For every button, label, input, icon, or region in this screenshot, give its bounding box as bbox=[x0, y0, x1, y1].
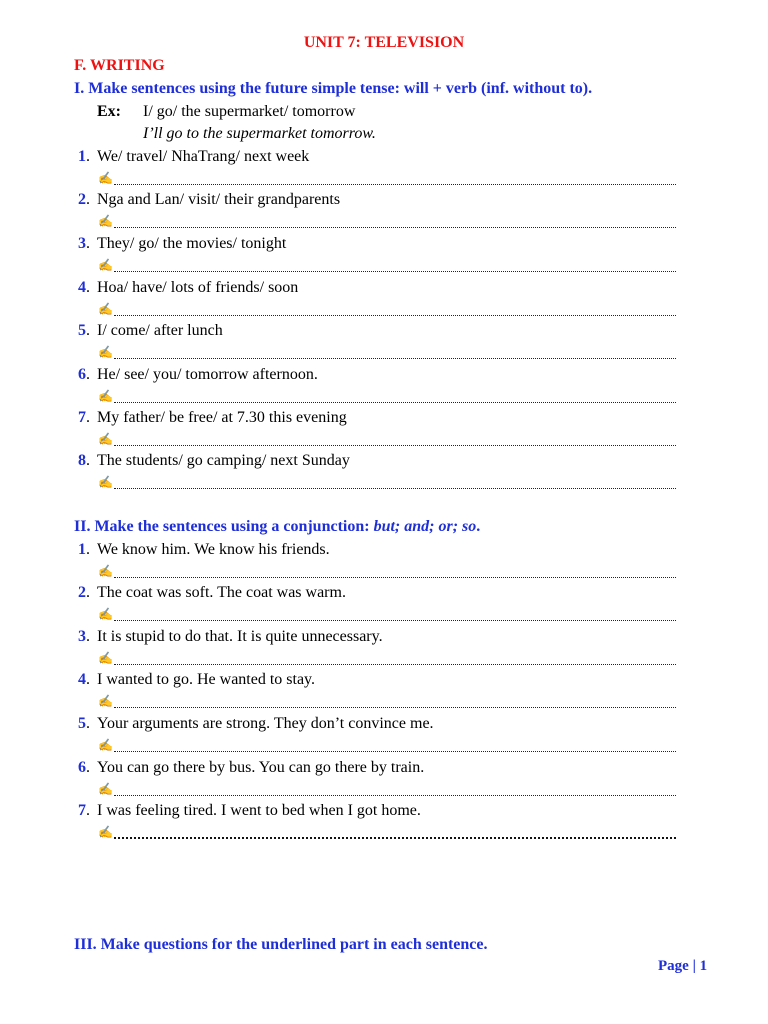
answer-line[interactable] bbox=[98, 692, 676, 708]
part2-item-6 bbox=[74, 759, 694, 803]
example-label: Ex: bbox=[97, 103, 121, 120]
part1-item-8 bbox=[74, 452, 694, 496]
item-prompt: They/ go/ the movies/ tonight bbox=[97, 235, 287, 252]
item-number: 7. bbox=[78, 409, 90, 426]
item-number: 6. bbox=[78, 759, 90, 776]
writing-hand-icon: ✍ bbox=[98, 782, 113, 796]
item-prompt: Your arguments are strong. They don’t convince me. bbox=[97, 715, 434, 732]
writing-hand-icon: ✍ bbox=[98, 651, 113, 665]
item-prompt: It is stupid to do that. It is quite unnecessary. bbox=[97, 628, 383, 645]
item-prompt: You can go there by bus. You can go there by train. bbox=[97, 759, 425, 776]
part1-item-5 bbox=[74, 322, 694, 366]
item-number: 3. bbox=[78, 235, 90, 252]
part1-heading: I. Make sentences using the future simple tense: will + verb (inf. without to). bbox=[74, 80, 593, 97]
answer-line[interactable] bbox=[98, 169, 676, 185]
example-answer: I’ll go to the supermarket tomorrow. bbox=[143, 125, 376, 142]
answer-line[interactable] bbox=[98, 300, 676, 316]
item-number: 2. bbox=[78, 584, 90, 601]
part1-item-3 bbox=[74, 235, 694, 279]
part2-item-4 bbox=[74, 671, 694, 715]
part1-item-1 bbox=[74, 148, 694, 192]
item-prompt: My father/ be free/ at 7.30 this evening bbox=[97, 409, 347, 426]
answer-line[interactable] bbox=[98, 256, 676, 272]
answer-line[interactable] bbox=[98, 605, 676, 621]
item-prompt: The coat was soft. The coat was warm. bbox=[97, 584, 346, 601]
item-number: 6. bbox=[78, 366, 90, 383]
item-prompt: We/ travel/ NhaTrang/ next week bbox=[97, 148, 310, 165]
unit-title: UNIT 7: TELEVISION bbox=[303, 34, 465, 51]
item-number: 1. bbox=[78, 541, 90, 558]
part2-item-7 bbox=[74, 802, 694, 846]
writing-hand-icon: ✍ bbox=[98, 258, 113, 272]
item-prompt: I/ come/ after lunch bbox=[97, 322, 223, 339]
answer-line[interactable] bbox=[98, 562, 676, 578]
writing-hand-icon: ✍ bbox=[98, 345, 113, 359]
item-number: 4. bbox=[78, 671, 90, 688]
part2-item-5 bbox=[74, 715, 694, 759]
item-number: 3. bbox=[78, 628, 90, 645]
writing-hand-icon: ✍ bbox=[98, 825, 113, 839]
item-prompt: We know him. We know his friends. bbox=[97, 541, 330, 558]
writing-hand-icon: ✍ bbox=[98, 171, 113, 185]
item-number: 5. bbox=[78, 322, 90, 339]
answer-line[interactable] bbox=[98, 343, 676, 359]
answer-line[interactable] bbox=[98, 212, 676, 228]
part1-item-6 bbox=[74, 366, 694, 410]
writing-hand-icon: ✍ bbox=[98, 607, 113, 621]
item-number: 2. bbox=[78, 191, 90, 208]
item-prompt: I was feeling tired. I went to bed when I got home. bbox=[97, 802, 421, 819]
answer-line[interactable] bbox=[98, 473, 676, 489]
part1-item-4 bbox=[74, 279, 694, 323]
item-prompt: Hoa/ have/ lots of friends/ soon bbox=[97, 279, 299, 296]
answer-line[interactable] bbox=[98, 430, 676, 446]
part2-item-2 bbox=[74, 584, 694, 628]
part3-heading: III. Make questions for the underlined part in each sentence. bbox=[74, 936, 488, 953]
writing-hand-icon: ✍ bbox=[98, 432, 113, 446]
writing-hand-icon: ✍ bbox=[98, 389, 113, 403]
item-number: 1. bbox=[78, 148, 90, 165]
writing-hand-icon: ✍ bbox=[98, 302, 113, 316]
item-number: 7. bbox=[78, 802, 90, 819]
writing-hand-icon: ✍ bbox=[98, 694, 113, 708]
section-label: F. WRITING bbox=[74, 57, 165, 74]
answer-line[interactable] bbox=[98, 736, 676, 752]
item-prompt: He/ see/ you/ tomorrow afternoon. bbox=[97, 366, 318, 383]
item-prompt: Nga and Lan/ visit/ their grandparents bbox=[97, 191, 341, 208]
answer-line[interactable] bbox=[98, 823, 676, 839]
item-number: 4. bbox=[78, 279, 90, 296]
answer-line[interactable] bbox=[98, 780, 676, 796]
part2-heading: II. Make the sentences using a conjunction: but; and; or; so. bbox=[74, 518, 481, 535]
writing-hand-icon: ✍ bbox=[98, 738, 113, 752]
answer-line[interactable] bbox=[98, 649, 676, 665]
item-prompt: I wanted to go. He wanted to stay. bbox=[97, 671, 316, 688]
item-prompt: The students/ go camping/ next Sunday bbox=[97, 452, 350, 469]
example-prompt: I/ go/ the supermarket/ tomorrow bbox=[143, 103, 356, 120]
example-row bbox=[97, 103, 355, 121]
item-number: 5. bbox=[78, 715, 90, 732]
part2-item-3 bbox=[74, 628, 694, 672]
writing-hand-icon: ✍ bbox=[98, 564, 113, 578]
part2-item-1 bbox=[74, 541, 694, 585]
writing-hand-icon: ✍ bbox=[98, 214, 113, 228]
part1-item-7 bbox=[74, 409, 694, 453]
conjunction-list: but; and; or; so bbox=[373, 518, 477, 535]
item-number: 8. bbox=[78, 452, 90, 469]
part1-item-2 bbox=[74, 191, 694, 235]
writing-hand-icon: ✍ bbox=[98, 475, 113, 489]
answer-line[interactable] bbox=[98, 387, 676, 403]
page-number: Page | 1 bbox=[658, 958, 708, 974]
